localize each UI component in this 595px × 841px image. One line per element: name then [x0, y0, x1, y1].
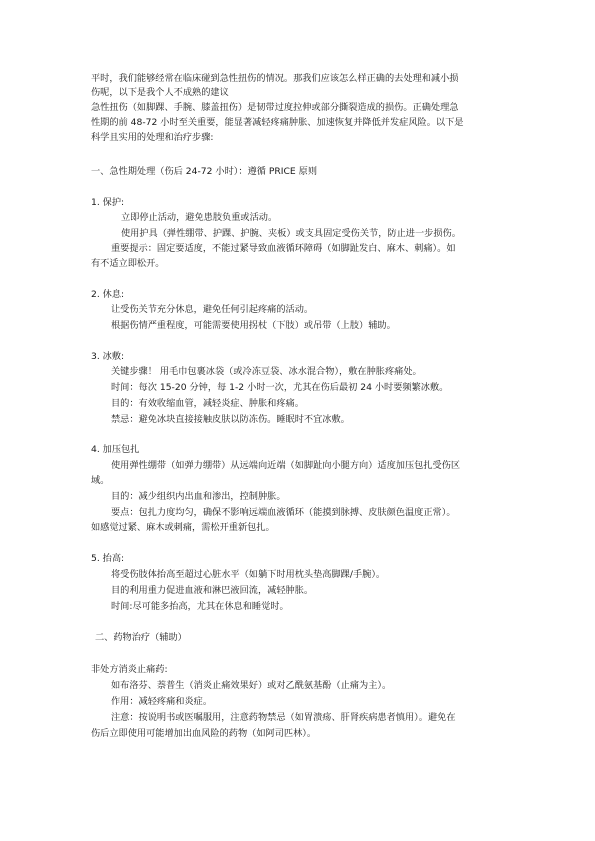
step-title-rest: 2. 休息: — [91, 289, 125, 300]
intro-line: 急性扭伤（如脚踝、手腕、膝盖扭伤）是韧带过度拉伸或部分撕裂造成的损伤。正确处理急 — [91, 102, 459, 113]
subheading: 非处方消炎止痛药: — [91, 664, 168, 675]
step-title-compress: 4. 加压包扎 — [91, 444, 140, 455]
section-heading: 一、急性期处理（伤后 24-72 小时）：遵循 PRICE 原则 — [91, 166, 318, 177]
paragraph-line: 让受伤关节充分休息，避免任何引起疼痛的活动。 — [111, 304, 314, 315]
paragraph-line: 如布洛芬、萘普生（消炎止痛效果好）或对乙酰氨基酚（止痛为主）。 — [111, 680, 392, 691]
paragraph-line: 目的利用重力促进血液和淋巴液回流，减轻肿胀。 — [111, 585, 314, 596]
paragraph-line: 根据伤情严重程度，可能需要使用拐杖（下肢）或吊带（上肢）辅助。 — [111, 320, 396, 331]
paragraph-line: 将受伤肢体抬高至超过心脏水平（如躺下时用枕头垫高脚踝/手腕）。 — [111, 569, 386, 580]
paragraph-line: 要点：包扎力度均匀，确保不影响远端血液循环（能摸到脉搏、皮肤颜色温度正常）。 — [111, 507, 456, 518]
paragraph-line: 重要提示：固定要适度，不能过紧导致血液循环障碍（如脚趾发白、麻木、刺痛）。如 — [111, 243, 456, 254]
intro-line: 科学且实用的处理和治疗步骤: — [91, 132, 214, 143]
step-title-protect: 1. 保护: — [91, 197, 125, 208]
paragraph-line: 目的：减少组织内出血和渗出，控制肿胀。 — [111, 491, 286, 502]
paragraph-line: 目的：有效收缩血管，减轻炎症、肿胀和疼痛。 — [111, 398, 304, 409]
intro-line: 伤呢，以下是我个人不成熟的建议 — [91, 87, 229, 98]
paragraph-line: 时间:尽可能多抬高，尤其在休息和睡觉时。 — [111, 601, 289, 612]
paragraph-line: 禁忌：避免冰块直接接触皮肤以防冻伤。睡眠时不宜冰敷。 — [111, 414, 350, 425]
paragraph-line: 如感觉过紧、麻木或刺痛，需松开重新包扎。 — [91, 522, 275, 533]
paragraph-line: 作用：减轻疼痛和炎症。 — [111, 696, 213, 707]
paragraph-line: 使用弹性绷带（如弹力绷带）从远端向近端（如脚趾向小腿方向）适度加压包扎受伤区 — [111, 460, 461, 471]
paragraph-line: 使用护具（弹性绷带、护踝、护腕、夹板）或支具固定受伤关节，防止进一步损伤。 — [121, 228, 461, 239]
section-heading: 二、药物治疗（辅助） — [95, 632, 187, 643]
paragraph-line: 注意：按说明书或医嘱服用，注意药物禁忌（如胃溃疡、肝肾疾病患者慎用）。避免在 — [111, 712, 456, 723]
intro-line: 性期的前 48-72 小时至关重要，能显著减轻疼痛肿胀、加速恢复并降低并发症风险。以下是 — [91, 117, 464, 128]
paragraph-line: 时间：每次 15-20 分钟，每 1-2 小时一次，尤其在伤后最初 24 小时要频繁冰敷。 — [111, 382, 449, 393]
step-title-elevate: 5. 抬高: — [91, 553, 125, 564]
step-title-ice: 3. 冰敷: — [91, 351, 125, 362]
paragraph-line: 立即停止活动，避免患肢负重或活动。 — [121, 212, 278, 223]
paragraph-line: 有不适立即松开。 — [91, 258, 165, 269]
intro-line: 平时，我们能够经常在临床碰到急性扭伤的情况。那我们应该怎么样正确的去处理和减小损 — [91, 73, 459, 84]
paragraph-line: 关键步骤！ 用毛巾包裹冰袋（或冷冻豆袋、冰水混合物），敷在肿胀疼痛处。 — [111, 366, 422, 377]
paragraph-line: 域。 — [91, 475, 110, 486]
paragraph-line: 伤后立即使用可能增加出血风险的药物（如阿司匹林）。 — [91, 728, 317, 739]
